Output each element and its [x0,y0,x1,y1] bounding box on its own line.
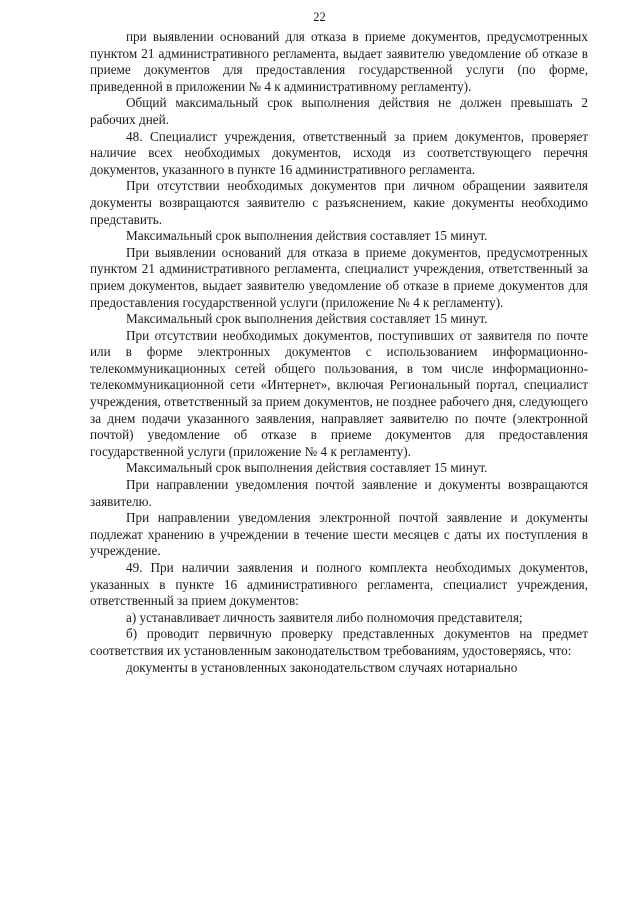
paragraph-item-48: 48. Специалист учреждения, ответственный за прием документов, проверяет наличие всех необходимых документов, исходя из соответствующего перечня документов, указанного в пункте 16 административного регламента. [90,128,588,177]
paragraph-max-time-2: Максимальный срок выполнения действия составляет 15 минут. [126,311,488,327]
paragraph-email-notice: При направлении уведомления электронной почтой заявление и документы подлежат хранению в учреждении в течение шести месяцев с даты их поступления в учреждение. [90,510,588,559]
paragraph-max-time-1: Максимальный срок выполнения действия составляет 15 минут. [126,228,488,244]
paragraph-item-49: 49. При наличии заявления и полного комплекта необходимых документов, указанных в пункте 16 административного регламента, специалист учреждения, ответственный за прием документов: [90,560,588,609]
paragraph-max-time-3: Максимальный срок выполнения действия составляет 15 минут. [126,460,488,476]
paragraph-refusal-notice-a: при выявлении оснований для отказа в приеме документов, предусмотренных пунктом 21 административного регламента, выдает заявителю уведомление об отказе в приеме документов для предоставления государственной услуги (по форме, приведенной в приложении № 4 к административному регламенту). [90,29,588,94]
paragraph-item-49-a: а) устанавливает личность заявителя либо полномочия представителя; [126,609,523,625]
paragraph-item-49-b: б) проводит первичную проверку представленных документов на предмет соответствия их установленным законодательством требованиям, удостоверяясь, что: [90,626,588,658]
paragraph-total-max-time: Общий максимальный срок выполнения действия не должен превышать 2 рабочих дней. [90,95,588,127]
body-text [90,29,588,676]
paragraph-missing-docs-personal: При отсутствии необходимых документов при личном обращении заявителя документы возвращаются заявителю с разъяснением, какие документы необходимо представить. [90,178,588,227]
paragraph-notarized-docs: документы в установленных законодательством случаях нотариально [126,659,518,675]
paragraph-mail-notice: При направлении уведомления почтой заявление и документы возвращаются заявителю. [90,477,588,509]
paragraph-missing-docs-electronic: При отсутствии необходимых документов, поступивших от заявителя по почте или в форме электронных документов с использованием информационно-телекоммуникационных сетей общего пользования, в том числе информационно-телекоммуникационной сети «Интернет», включая Региональный портал, специалист учреждения, ответственный за прием документов, не позднее рабочего дня, следующего за днем подачи указанного заявления, направляет заявителю по почте (электронной почтой) уведомление об отказе в приеме документов для предоставления государственной услуги (приложение № 4 к регламенту). [90,327,588,459]
paragraph-refusal-notice-b: При выявлении оснований для отказа в приеме документов, предусмотренных пунктом 21 административного регламента, специалист учреждения, ответственный за прием документов, выдает заявителю уведомление об отказе в приеме документов для предоставления государственной услуги (приложение № 4 к регламенту). [90,244,588,310]
page-number: 22 [313,10,326,24]
